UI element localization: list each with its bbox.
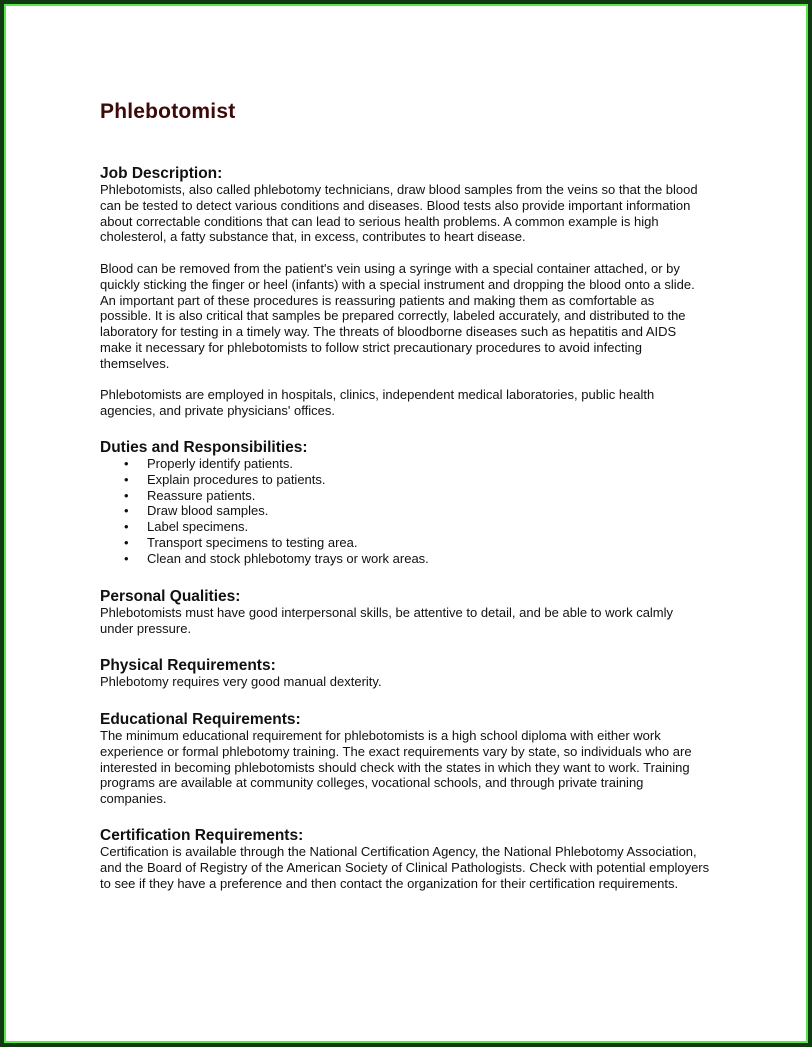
text-line: under pressure. <box>100 620 192 636</box>
text-line: experience or formal phlebotomy training. The exact requirements vary by state, so individuals who are <box>100 743 692 759</box>
text-line: quickly sticking the finger or heel (infants) with a special instrument and dropping the blood onto a slide. <box>100 276 695 292</box>
text-line: Phlebotomists, also called phlebotomy technicians, draw blood samples from the veins so that the blood <box>100 182 698 197</box>
paragraph <box>100 261 800 372</box>
text-line: themselves. <box>100 355 170 371</box>
list-item: • Label specimens. <box>124 519 249 535</box>
text-line: can be tested to detect various conditions and diseases. Blood tests also provide important information <box>100 197 691 213</box>
text-line: and the Board of Registry of the American Society of Clinical Pathologists. Check with potential employers <box>100 859 710 875</box>
text-line: cholesterol, a fatty substance that, in excess, contributes to heart disease. <box>100 229 526 245</box>
personal-qualities-section <box>100 588 800 637</box>
list-item: • Properly identify patients. <box>124 456 293 471</box>
paragraph <box>100 182 800 245</box>
duties-list <box>100 456 800 567</box>
list-item: • Clean and stock phlebotomy trays or work areas. <box>124 550 429 566</box>
text-line: Phlebotomists must have good interpersonal skills, be attentive to detail, and be able to work calmly <box>100 605 674 620</box>
physical-requirements-section <box>100 657 800 690</box>
text-line: interested in becoming phlebotomists should check with the states in which they want to work. Training <box>100 759 690 775</box>
text-line: agencies, and private physicians' offices. <box>100 403 335 419</box>
section-heading: Duties and Responsibilities: <box>100 439 308 456</box>
educational-requirements-section <box>100 711 800 807</box>
section-heading: Certification Requirements: <box>100 827 304 844</box>
text-line: possible. It is also critical that samples be prepared correctly, labeled accurately, and distributed to the <box>100 308 686 324</box>
text-line: to see if they have a preference and then contact the organization for their certification requirements. <box>100 875 679 891</box>
text-line: Certification is available through the National Certification Agency, the National Phlebotomy Association, <box>100 844 697 859</box>
list-item: • Explain procedures to patients. <box>124 471 326 487</box>
section-heading: Personal Qualities: <box>100 588 241 605</box>
text-line: Phlebotomists are employed in hospitals, clinics, independent medical laboratories, public health <box>100 387 655 403</box>
text-line: laboratory for testing in a timely way. The threats of bloodborne diseases such as hepatitis and AIDS <box>100 324 677 340</box>
text-line: programs are available at community colleges, vocational schools, and through private training <box>100 775 644 791</box>
text-line: companies. <box>100 791 167 807</box>
list-item: • Draw blood samples. <box>124 503 269 519</box>
text-line: make it necessary for phlebotomists to follow strict precautionary procedures to avoid infecting <box>100 339 642 355</box>
list-item: • Reassure patients. <box>124 487 256 503</box>
document-title: Phlebotomist <box>100 100 236 123</box>
section-heading: Educational Requirements: <box>100 711 301 728</box>
certification-requirements-section <box>100 827 800 891</box>
text-line: The minimum educational requirement for phlebotomists is a high school diploma with either work <box>100 728 661 743</box>
job-description-section <box>100 165 800 419</box>
text-line: Phlebotomy requires very good manual dexterity. <box>100 674 382 689</box>
text-line: Blood can be removed from the patient's vein using a syringe with a special container attached, or by <box>100 260 680 276</box>
text-line: about correctable conditions that can lead to serious health problems. A common example is high <box>100 213 659 229</box>
text-line: An important part of these procedures is reassuring patients and making them as comfortable as <box>100 292 655 308</box>
list-item: • Transport specimens to testing area. <box>124 534 358 550</box>
paragraph <box>100 387 800 419</box>
duties-section <box>100 439 800 567</box>
section-heading: Physical Requirements: <box>100 657 276 674</box>
section-heading: Job Description: <box>100 165 223 182</box>
